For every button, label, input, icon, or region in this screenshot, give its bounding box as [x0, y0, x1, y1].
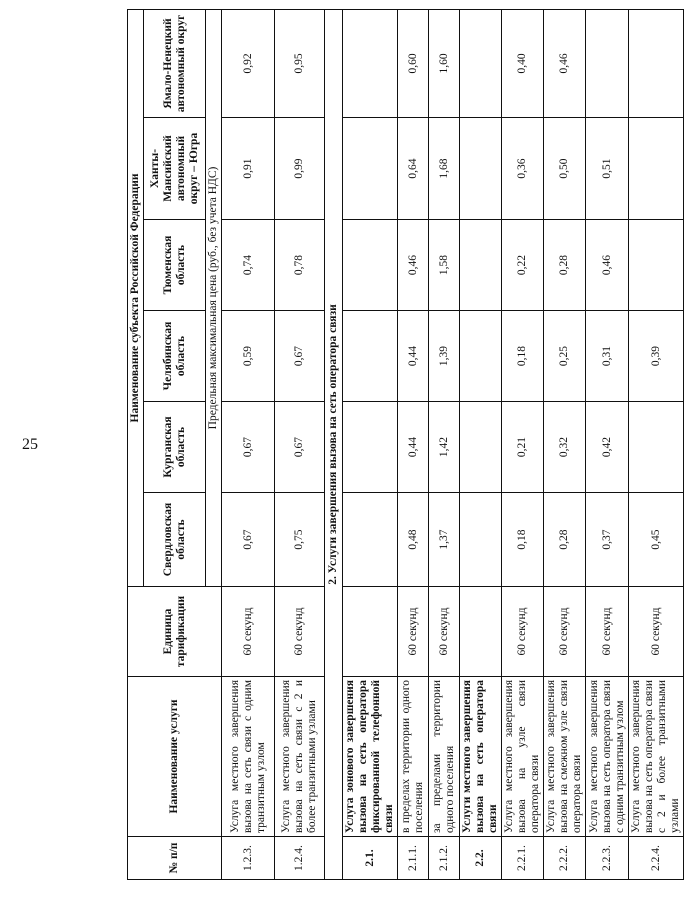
price-value: 1,68	[429, 118, 460, 220]
tariff-unit: 60 секунд	[398, 587, 429, 677]
price-value: 0,25	[544, 311, 586, 402]
price-value	[629, 9, 684, 117]
row-number: 2.1.1.	[398, 837, 429, 880]
region-header: Ханты-Мансийский автономный округ – Югра	[144, 118, 206, 220]
price-value: 0,46	[544, 9, 586, 117]
tariff-unit: 60 секунд	[222, 587, 275, 677]
row-number: 2.2.1.	[502, 837, 544, 880]
price-value: 1,37	[429, 493, 460, 587]
price-value: 0,50	[544, 118, 586, 220]
price-value	[460, 220, 502, 311]
price-value	[460, 311, 502, 402]
price-value: 0,95	[275, 9, 325, 117]
table-header	[128, 9, 222, 879]
region-header: Челябинская область	[144, 311, 206, 402]
row-number: 2.1.2.	[429, 837, 460, 880]
price-value	[343, 9, 398, 117]
tariff-unit: 60 секунд	[544, 587, 586, 677]
row-number: 1.2.4.	[275, 837, 325, 880]
service-name: Услуга местного завершения вызова на сеть оператора связи с 2 и более транзитными узлами	[629, 677, 684, 837]
price-value: 0,28	[544, 220, 586, 311]
price-value	[460, 402, 502, 493]
table-row	[629, 9, 684, 879]
table-row	[544, 9, 586, 879]
table-row	[586, 9, 629, 879]
row-number: 2.2.3.	[586, 837, 629, 880]
price-value: 1,42	[429, 402, 460, 493]
price-value	[586, 9, 629, 117]
price-value	[343, 118, 398, 220]
price-value	[343, 311, 398, 402]
price-value: 0,37	[586, 493, 629, 587]
price-value	[460, 493, 502, 587]
service-name: в пределах территории одного поселения	[398, 677, 429, 837]
table-row	[460, 9, 502, 879]
price-value: 0,46	[586, 220, 629, 311]
table-body	[222, 9, 684, 879]
price-value	[629, 220, 684, 311]
price-value: 0,21	[502, 402, 544, 493]
price-value: 0,59	[222, 311, 275, 402]
row-number: 2.2.4.	[629, 837, 684, 880]
price-value: 0,32	[544, 402, 586, 493]
tariff-unit: 60 секунд	[586, 587, 629, 677]
price-value: 0,18	[502, 311, 544, 402]
table-row	[502, 9, 544, 879]
price-value: 1,58	[429, 220, 460, 311]
row-number: 2.2.2.	[544, 837, 586, 880]
price-value: 0,40	[502, 9, 544, 117]
table-row	[398, 9, 429, 879]
section-row	[325, 9, 343, 879]
region-header: Ямало-Ненецкий автономный округ	[144, 9, 206, 117]
price-value: 0,45	[629, 493, 684, 587]
price-value: 0,44	[398, 402, 429, 493]
tariff-unit: 60 секунд	[429, 587, 460, 677]
col-service-header: Наименование услуги	[128, 677, 222, 837]
price-value	[629, 118, 684, 220]
rotated-table-container	[127, 10, 681, 880]
tariff-unit	[460, 587, 502, 677]
table-row	[343, 9, 398, 879]
price-value: 0,48	[398, 493, 429, 587]
region-header: Тюменская область	[144, 220, 206, 311]
price-value: 0,28	[544, 493, 586, 587]
price-value: 0,67	[222, 493, 275, 587]
service-name: Услуга зонового завершения вызова на сеть оператора фиксированной телефонной связи	[343, 677, 398, 837]
subjects-group-header: Наименование субъекта Российской Федерации	[128, 9, 144, 586]
table-row	[429, 9, 460, 879]
price-value: 0,22	[502, 220, 544, 311]
price-value: 0,18	[502, 493, 544, 587]
price-value	[343, 493, 398, 587]
price-value	[460, 9, 502, 117]
tariff-unit: 60 секунд	[275, 587, 325, 677]
price-value: 0,67	[275, 402, 325, 493]
row-number: 2.1.	[343, 837, 398, 880]
region-header: Курганская область	[144, 402, 206, 493]
tariff-table	[127, 9, 684, 880]
tariff-unit	[343, 587, 398, 677]
price-value: 0,74	[222, 220, 275, 311]
price-value: 0,91	[222, 118, 275, 220]
price-value: 0,99	[275, 118, 325, 220]
price-value: 0,44	[398, 311, 429, 402]
col-num-header: № п/п	[128, 837, 222, 880]
price-value: 0,64	[398, 118, 429, 220]
tariff-unit: 60 секунд	[502, 587, 544, 677]
price-value: 0,39	[629, 311, 684, 402]
service-name: Услуга местного завершения вызова на сеть связи с одним транзитным узлом	[222, 677, 275, 837]
service-name: Услуга местного завершения вызова на смежном узле связи оператора связи	[544, 677, 586, 837]
price-value: 0,92	[222, 9, 275, 117]
price-value: 0,51	[586, 118, 629, 220]
price-value: 0,78	[275, 220, 325, 311]
col-unit-header: Единица тарификации	[128, 587, 222, 677]
page-number: 25	[22, 436, 38, 453]
price-value: 0,67	[275, 311, 325, 402]
price-value	[629, 402, 684, 493]
price-caption: Предельная максимальная цена (руб., без учета НДС)	[206, 9, 222, 586]
price-value: 0,31	[586, 311, 629, 402]
price-value: 1,39	[429, 311, 460, 402]
section-title: 2. Услуги завершения вызова на сеть оператора связи	[325, 9, 343, 879]
price-value: 0,36	[502, 118, 544, 220]
tariff-unit: 60 секунд	[629, 587, 684, 677]
service-name: за пределами территории одного поселения	[429, 677, 460, 837]
price-value: 0,75	[275, 493, 325, 587]
price-value: 0,60	[398, 9, 429, 117]
table-row	[275, 9, 325, 879]
row-number: 2.2.	[460, 837, 502, 880]
price-value: 0,46	[398, 220, 429, 311]
price-value	[343, 402, 398, 493]
price-value	[460, 118, 502, 220]
price-value: 0,67	[222, 402, 275, 493]
price-value	[343, 220, 398, 311]
table-row	[222, 9, 275, 879]
service-name: Услуга местного завершения вызова на сеть оператора связи с одним транзитным узлом	[586, 677, 629, 837]
price-value: 0,42	[586, 402, 629, 493]
row-number: 1.2.3.	[222, 837, 275, 880]
service-name: Услуги местного завершения вызова на сеть оператора связи	[460, 677, 502, 837]
service-name: Услуга местного завершения вызова на сеть связи с 2 и более транзитными узлами	[275, 677, 325, 837]
price-value: 1,60	[429, 9, 460, 117]
service-name: Услуга местного завершения вызова на узле связи оператора связи	[502, 677, 544, 837]
region-header: Свердловская область	[144, 493, 206, 587]
